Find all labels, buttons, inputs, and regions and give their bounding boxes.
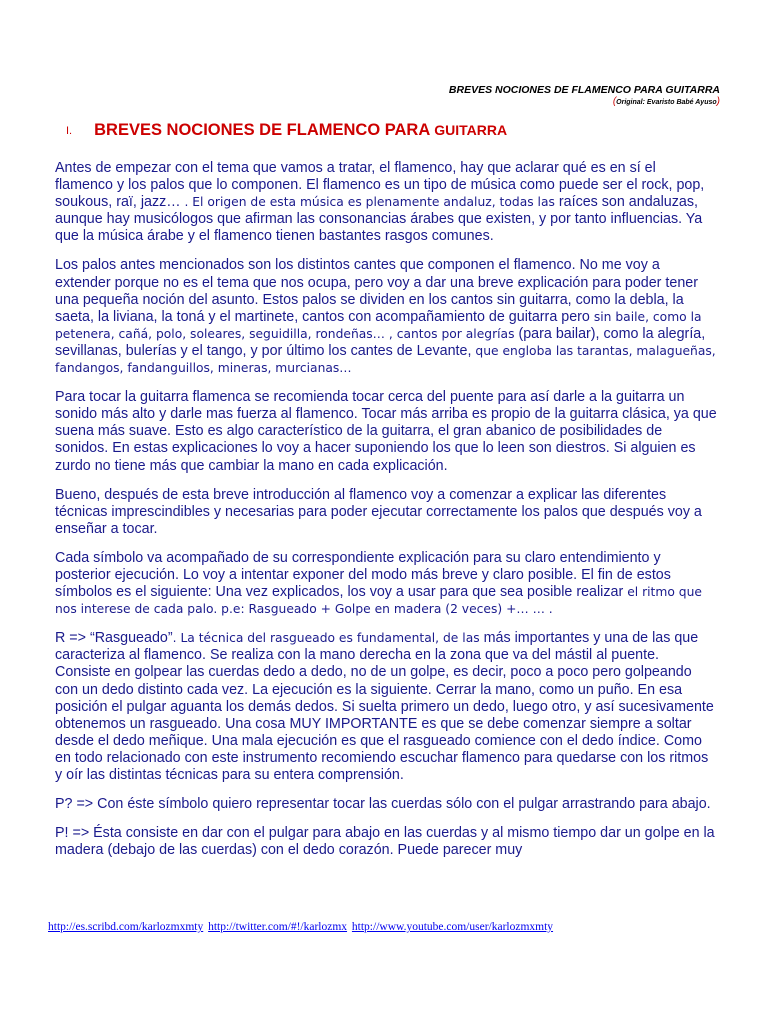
credit-text: Original: Evaristo Babé Ayuso [616, 99, 717, 106]
paragraph-introduction-end: Bueno, después de esta breve introducción al flamenco voy a comenzar a explicar las diferentes técnicas imprescindibles y necesarias para poder ejecutar correctamente los palos que después voy a enseñar a tocar. [55, 486, 702, 537]
section-number: I. [66, 125, 73, 137]
running-header-title: BREVES NOCIONES DE FLAMENCO PARA GUITARRA [448, 84, 720, 96]
section-heading [66, 121, 507, 140]
paragraph-intro [55, 160, 717, 245]
paragraph-text-small: el ritmo que nos interese de cada palo. p.e: Rasgueado + Golpe en madera (2 veces) +… … . [55, 585, 702, 617]
section-heading-main: BREVES NOCIONES DE FLAMENCO PARA [94, 121, 435, 139]
paragraph-text: raíces son andaluzas, aunque hay musicólogos que afirman las consonancias árabes que existen, y por tanto influencias. Ya que la música árabe y el flamenco tienen bastantes rasgos comunes. [55, 194, 703, 245]
paragraph-text-small: que engloba las tarantas, malagueñas, fandangos, fandanguillos, mineras, murcianas… [55, 343, 716, 376]
footer-links [48, 921, 555, 933]
section-heading-last: GUITARRA [434, 122, 508, 138]
paragraph-symbols [55, 550, 717, 618]
paragraph-text-small: . La técnica del rasgueado es fundamental, de las [172, 631, 480, 646]
paragraph-text-small: sin baile, como la petenera, cañá, polo, soleares, seguidilla, rondeñas… , cantos por alegrías [55, 309, 702, 341]
paragraph-text: Antes de empezar con el tema que vamos a tratar, el flamenco, hay que aclarar qué es en sí el flamenco y los palos que lo componen. El flamenco es un tipo de música como puede ser el rock, pop, soukous, raï, jazz… [55, 160, 705, 211]
paragraph-text: Cada símbolo va acompañado de su correspondiente explicación para su claro entendimiento y posterior ejecución. Lo voy a intentar exponer del modo más breve y claro posible. El fin de estos símbolos es el siguiente: Una vez explicados, los voy a usar para que sea posible realizar [55, 549, 671, 601]
running-header-credit [613, 96, 720, 107]
credit-open-paren: ( [612, 96, 617, 107]
credit-close-paren: ) [716, 96, 720, 107]
paragraph-text: (para bailar), como la alegría, sevillanas, bulerías y el tango, y por último los cantes de Levante, [55, 325, 706, 359]
youtube-link[interactable]: http://www.youtube.com/user/karlozmxmty [351, 921, 554, 933]
paragraph-rasgueado [55, 630, 717, 784]
document-body [55, 160, 717, 871]
paragraph-pulgar-golpe: P! => Ésta consiste en dar con el pulgar para abajo en las cuerdas y al mismo tiempo dar un golpe en la madera (debajo de las cuerdas) con el dedo corazón. Puede parecer muy [55, 825, 715, 859]
paragraph-text-small: . El origen de esta música es plenamente andaluz, todas las [180, 195, 555, 210]
scribd-link[interactable]: http://es.scribd.com/karlozmxmty [48, 921, 204, 933]
twitter-link[interactable]: http://twitter.com/#!/karlozmx [208, 921, 348, 933]
paragraph-palos [55, 257, 717, 377]
paragraph-text: R => “Rasgueado” [55, 630, 173, 647]
paragraph-guitar-position: Para tocar la guitarra flamenca se recomienda tocar cerca del puente para así darle a la guitarra un sonido más alto y darle mas fuerza al flamenco. Tocar más arriba es propio de la guitarra clásica, ya que suena más suave. Esto es algo característico de la guitarra, el gran abanico de posibilidades de sonidos. En estas explicaciones lo voy a hacer suponiendo los que lo leen son diestros. Si alguien es zurdo no tiene más que cambiar la mano en cada explicación. [55, 389, 717, 474]
paragraph-text: más importantes y una de las que caracteriza al flamenco. Se realiza con la mano derecha en la zona que va del mástil al puente. Consiste en golpear las cuerdas dedo a dedo, no de un golpe, es decir, poco a poco pero golpeando con un dedo distinto cada vez. La ejecución es la siguiente. Cerrar la mano, como un puño. En esa posición el pulgar aguanta los demás dedos. Si suelta primero un dedo, luego otro, y así sucesivamente obtenemos un rasgueado. Una cosa MUY IMPORTANTE es que se debe comenzar siempre a soltar desde el dedo meñique. Una mala ejecución es que el rasgueado comience con el dedo índice. Como en todo relacionado con este instrumento recomiendo escuchar flamenco para quedarse con los ritmos y oír las distintas técnicas para su entera comprensión. [55, 630, 714, 783]
paragraph-text: Los palos antes mencionados son los distintos cantes que componen el flamenco. No me voy a extender porque no es el tema que nos ocupa, pero voy a dar una breve explicación para poder tener una pequeña noción del asunto. Estos palos se dividen en los cantos sin guitarra, como la debla, la saeta, la liviana, la toná y el martinete, cantos con acompañamiento de guitarra pero [55, 257, 698, 325]
paragraph-pulgar: P? => Con éste símbolo quiero representar tocar las cuerdas sólo con el pulgar arrastrando para abajo. [55, 796, 711, 813]
